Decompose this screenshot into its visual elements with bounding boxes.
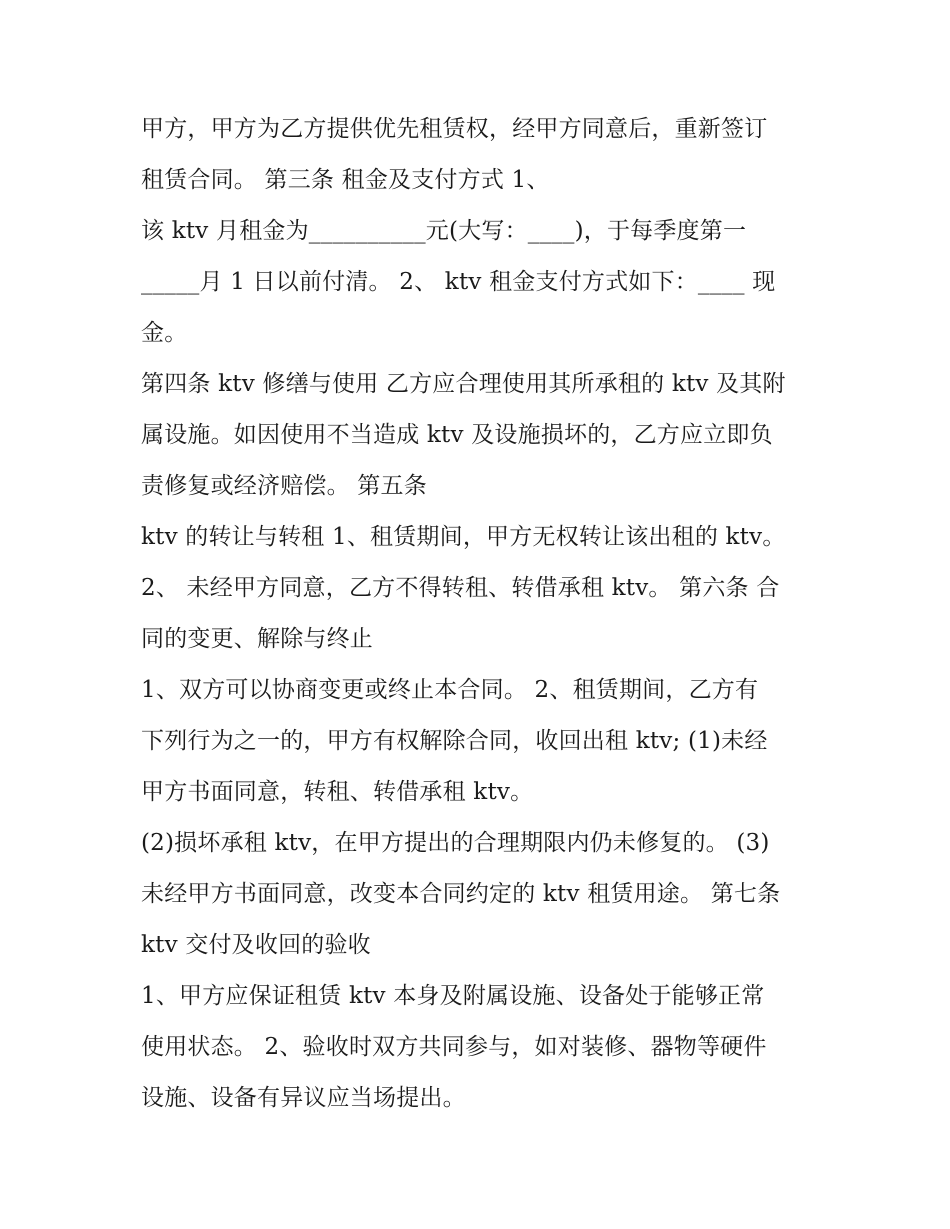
text-line: 2、 未经甲方同意，乙方不得转租、转借承租 ktv。 第六条 合 bbox=[141, 575, 780, 601]
text-line: 未经甲方书面同意，改变本合同约定的 ktv 租赁用途。 第七条 bbox=[141, 881, 781, 907]
text-line: 甲方，甲方为乙方提供优先租赁权，经甲方同意后，重新签订 bbox=[141, 116, 768, 142]
text-line: 租赁合同。 第三条 租金及支付方式 1、 bbox=[141, 167, 550, 193]
text-line: (2)损坏承租 ktv，在甲方提出的合理期限内仍未修复的。 (3) bbox=[141, 830, 770, 856]
text-line: 1、双方可以协商变更或终止本合同。 2、租赁期间，乙方有 bbox=[141, 677, 759, 703]
text-line: 属设施。如因使用不当造成 ktv 及设施损坏的，乙方应立即负 bbox=[141, 422, 773, 448]
text-line: 第四条 ktv 修缮与使用 乙方应合理使用其所承租的 ktv 及其附 bbox=[141, 371, 786, 397]
text-line: 下列行为之一的，甲方有权解除合同，收回出租 ktv; (1)未经 bbox=[141, 728, 768, 754]
text-line: 金。 bbox=[141, 320, 188, 346]
text-line: 设施、设备有异议应当场提出。 bbox=[141, 1085, 466, 1111]
text-line: 同的变更、解除与终止 bbox=[141, 626, 373, 652]
document-body bbox=[141, 104, 821, 1124]
text-line: _____月 1 日以前付清。 2、 ktv 租金支付方式如下：____ 现 bbox=[141, 269, 776, 295]
text-line: 使用状态。 2、验收时双方共同参与，如对装修、器物等硬件 bbox=[141, 1034, 767, 1060]
text-line: ktv 交付及收回的验收 bbox=[141, 932, 371, 958]
text-line: 该 ktv 月租金为__________元(大写：____)，于每季度第一 bbox=[141, 218, 747, 244]
text-line: 1、甲方应保证租赁 ktv 本身及附属设施、设备处于能够正常 bbox=[141, 983, 765, 1009]
text-line: ktv 的转让与转租 1、租赁期间，甲方无权转让该出租的 ktv。 bbox=[141, 524, 786, 550]
text-line: 甲方书面同意，转租、转借承租 ktv。 bbox=[141, 779, 534, 805]
text-line: 责修复或经济赔偿。 第五条 bbox=[141, 473, 427, 499]
